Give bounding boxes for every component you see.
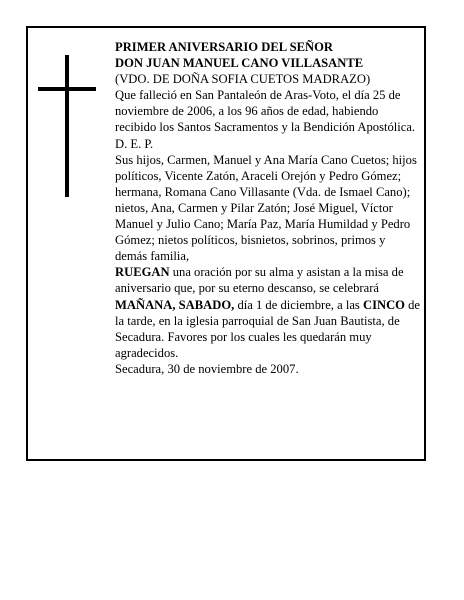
request-text-3: de la tarde, en la iglesia parroquial de San Juan Bautista, de Secadura. Favores por los cuales les quedarán muy agradecidos.	[115, 297, 421, 360]
family-paragraph: Sus hijos, Carmen, Manuel y Ana María Cano Cuetos; hijos políticos, Vicente Zatón, Araceli Orejón y Pedro Gómez; hermana, Romana Cano Villasante (Vda. de Ismael Cano); nietos, Ana, Carmen y Pilar Zatón; José Miguel, Víctor Manuel y Julio Cano; María Paz, María Humildad y Pedro Gómez; nietos políticos, bisnietos, sobrinos, primos y demás familia,	[115, 152, 417, 264]
cross-vertical-bar	[65, 55, 69, 197]
request-text-1: una oración por su alma y asistan a la misa de aniversario que, por su eterno descanso, se celebrará	[115, 265, 404, 296]
request-word: RUEGAN	[115, 265, 170, 280]
widower-note: (VDO. DE DOÑA SOFIA CUETOS MADRAZO)	[115, 72, 371, 87]
cross-icon	[38, 55, 96, 197]
rip-text: D. E. P.	[115, 136, 154, 151]
time-text: CINCO	[362, 297, 405, 312]
death-paragraph: Que falleció en San Pantaleón de Aras-Voto, el día 25 de noviembre de 2006, a los 96 años de edad, habiendo recibido los Santos Sacramentos y la Bendición Apostólica.	[115, 88, 416, 135]
mass-request-paragraph	[115, 264, 420, 361]
tomorrow-text: MAÑANA, SABADO,	[115, 297, 235, 312]
heading-line-2: DON JUAN MANUEL CANO VILLASANTE	[115, 56, 364, 71]
request-text-2: día 1 de diciembre, a las	[234, 297, 363, 312]
heading-line-1: PRIMER ANIVERSARIO DEL SEÑOR	[115, 40, 333, 54]
cross-horizontal-bar	[38, 87, 96, 91]
place-date: Secadura, 30 de noviembre de 2007.	[115, 361, 299, 376]
obituary-text	[115, 39, 420, 377]
